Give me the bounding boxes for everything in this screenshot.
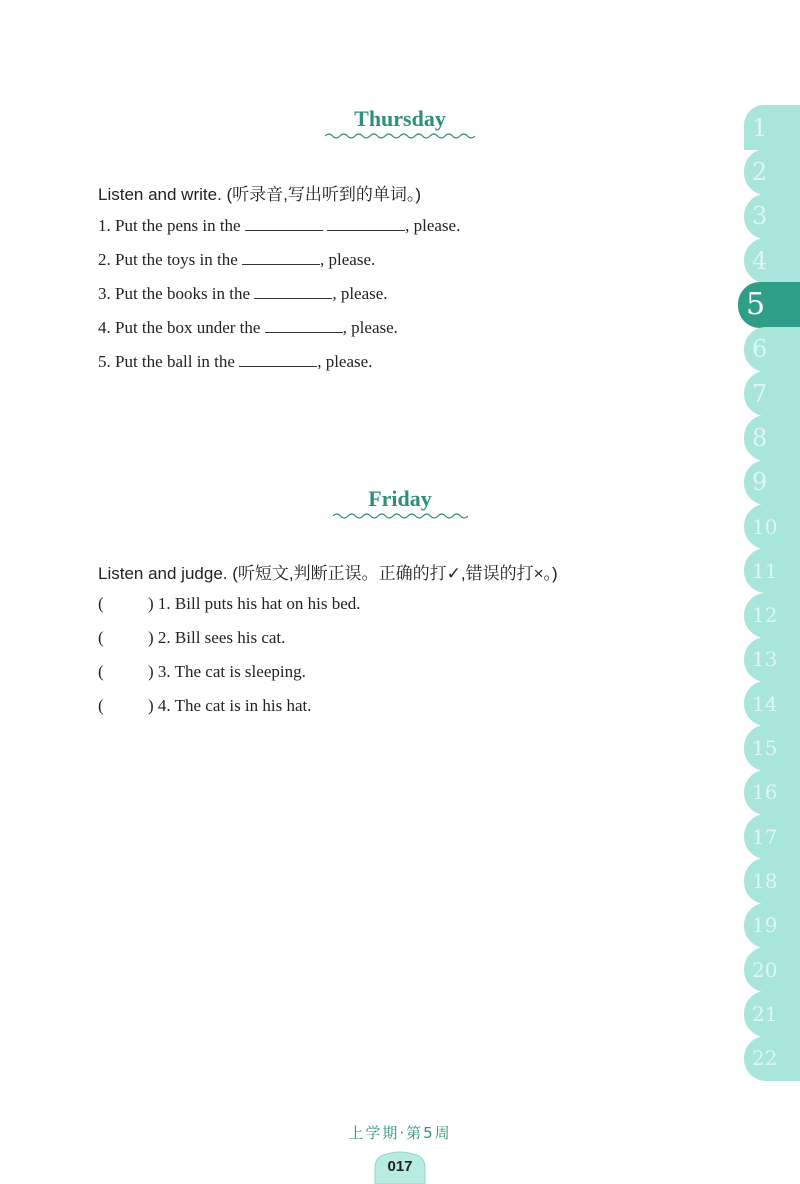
week-tab-5[interactable]: 5 <box>738 282 800 327</box>
week-tab-21[interactable]: 21 <box>744 991 800 1036</box>
week-tab-18[interactable]: 18 <box>744 858 800 903</box>
judge-text: ) 3. The cat is sleeping. <box>148 662 306 681</box>
question-suffix: , please. <box>342 318 398 337</box>
week-tab-7[interactable]: 7 <box>744 371 800 416</box>
question-suffix: , please. <box>405 216 461 235</box>
answer-blank[interactable] <box>242 250 320 265</box>
answer-blank[interactable] <box>239 352 317 367</box>
friday-instruction: Listen and judge. (听短文,判断正误。正确的打✓,错误的打×。) <box>98 564 558 583</box>
page-number-text: 017 <box>387 1158 413 1175</box>
question-suffix: , please. <box>317 352 373 371</box>
question-2 <box>98 250 375 270</box>
friday-title: Friday <box>368 486 432 511</box>
week-tab-9[interactable]: 9 <box>744 460 800 505</box>
question-5 <box>98 352 372 372</box>
friday-heading <box>0 486 800 520</box>
week-tab-4[interactable]: 4 <box>744 238 800 283</box>
judge-item-1 <box>98 594 361 614</box>
answer-blank[interactable] <box>327 216 405 231</box>
footer-label: 上学期·第5周 <box>348 1124 452 1142</box>
answer-blank[interactable] <box>254 284 332 299</box>
week-tab-14[interactable]: 14 <box>744 681 800 726</box>
question-text: 1. Put the pens in the <box>98 216 241 235</box>
question-text: 2. Put the toys in the <box>98 250 238 269</box>
question-3 <box>98 284 388 304</box>
week-tab-8[interactable]: 8 <box>744 415 800 460</box>
question-text: 4. Put the box under the <box>98 318 261 337</box>
week-tab-1[interactable]: 1 <box>744 105 800 150</box>
week-tab-20[interactable]: 20 <box>744 947 800 992</box>
thursday-title: Thursday <box>354 106 446 131</box>
thursday-instruction: Listen and write. (听录音,写出听到的单词。) <box>98 185 422 204</box>
judge-text: ) 4. The cat is in his hat. <box>148 696 312 715</box>
judge-answer-box[interactable]: ( <box>98 628 104 647</box>
week-tab-19[interactable]: 19 <box>744 903 800 948</box>
week-tab-10[interactable]: 10 <box>744 504 800 549</box>
page-number <box>369 1150 431 1184</box>
question-1 <box>98 216 460 236</box>
week-tab-13[interactable]: 13 <box>744 637 800 682</box>
week-tab-3[interactable]: 3 <box>744 194 800 239</box>
wavy-underline <box>325 132 475 140</box>
question-text: 5. Put the ball in the <box>98 352 235 371</box>
week-tab-11[interactable]: 11 <box>744 548 800 593</box>
week-tab-6[interactable]: 6 <box>744 327 800 372</box>
thursday-heading <box>0 106 800 140</box>
question-4 <box>98 318 398 338</box>
judge-item-4 <box>98 696 312 716</box>
week-tab-22[interactable]: 22 <box>744 1036 800 1081</box>
week-tab-12[interactable]: 12 <box>744 593 800 638</box>
judge-item-2 <box>98 628 285 648</box>
week-tab-16[interactable]: 16 <box>744 770 800 815</box>
week-tabs <box>742 105 800 1080</box>
wavy-underline <box>333 512 468 520</box>
judge-text: ) 1. Bill puts his hat on his bed. <box>148 594 361 613</box>
week-tab-17[interactable]: 17 <box>744 814 800 859</box>
week-tab-15[interactable]: 15 <box>744 725 800 770</box>
judge-answer-box[interactable]: ( <box>98 662 104 681</box>
answer-blank[interactable] <box>245 216 323 231</box>
answer-blank[interactable] <box>265 318 343 333</box>
question-text: 3. Put the books in the <box>98 284 251 303</box>
judge-answer-box[interactable]: ( <box>98 696 104 715</box>
question-suffix: , please. <box>320 250 376 269</box>
judge-item-3 <box>98 662 306 682</box>
week-tab-2[interactable]: 2 <box>744 149 800 194</box>
judge-text: ) 2. Bill sees his cat. <box>148 628 286 647</box>
judge-answer-box[interactable]: ( <box>98 594 104 613</box>
question-suffix: , please. <box>332 284 388 303</box>
